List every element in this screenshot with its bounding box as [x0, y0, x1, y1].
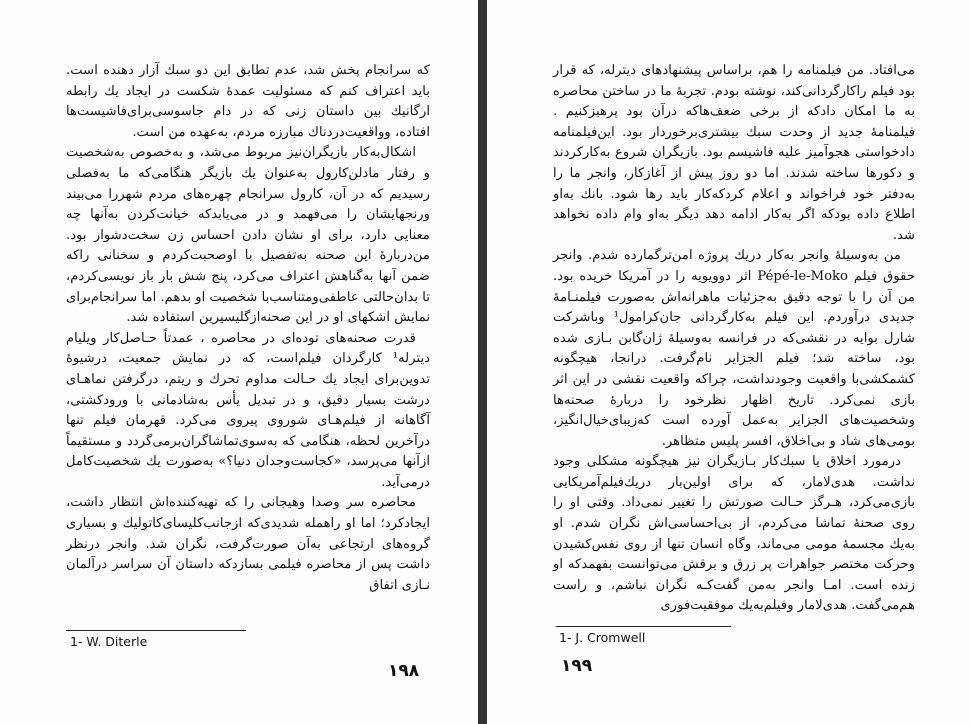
- footnote: 1- W. Diterle: [70, 634, 148, 649]
- book-gutter: [478, 0, 487, 724]
- footnote: 1- J. Cromwell: [559, 630, 646, 645]
- paragraph: من به‌وسیلهٔ وانجر به‌کار دریك پروژه امن‌ترگمارده شدم. وانجر حقوق فیلم Pépé-le-Moko اثر دوویویه را در آمریکا خریده بود. من آن را با توجه دقیق به‌جزئیات ماهرانه‌اش به‌صورت فیلمنـامهٔ جدیدی درآوردم. این فیلم به‌کارگردانی جان‌کرامول¹ وباشرکت شارل بوایه در نقشی‌که در فرانسه به‌وسیلهٔ ژان‌گابن بـازی شده بود، ساخته شد؛ فیلم الجزایر نام‌گرفت. درانجا، هیچگونه کشمکشی‌با واقعیت وجودنداشت، چراکه واقعیت نقشی در این اثر بازی نمی‌کرد. تاریخ اظهار نظرخود را دربارهٔ صحنه‌ها وشخصیت‌های الجزایر به‌عمل آورده است که‌زیبای‌خیال‌انگیز، بومی‌های شاد و بی‌اخلاق، افسر پلیس متظاهر.: [553, 248, 915, 449]
- paragraph: درمورد اخلاق یا سبك‌کار بـازیگران نیز هیچگونه مشکلی وجود نداشت. هدی‌لامار، که برای اولین‌بار دریك‌فیلم‌آمریکایی بازی‌می‌کرد، هـرگز حـالت صورتش را تغییر نمی‌داد. وقتی او را روی صحنهٔ تماشا می‌کردم، از بی‌احساسی‌اش نگران شدم. او به‌یك مجسمهٔ مومی می‌ماند، وگاه انسان تنها از روی نفس‌کشیدن وحرکت مختصر جواهرات پر زرق و برقش می‌توانست بفهمدکه او زنده است. امـا وانجر به‌من گفت‌کـه نگران نباشم، و راست هم‌می‌گفت. هدی‌لامار وفیلم‌به‌یك موفقیت‌فوری: [553, 454, 915, 614]
- footnote-divider: [66, 630, 246, 631]
- paragraph: اشکال‌به‌کار بازیگران‌نیز مربوط می‌شد، و به‌خصوص به‌شخصیت و رفتار مادلن‌کارول به‌عنوان یك بازیگر هنگامی‌که ما به‌فصلی رسیدیم که در آن، کارول سرانجام چهره‌های مردم شهررا می‌بیند ورنجهایشان را می‌فهمد و در می‌یابدکه خیانت‌کردن به‌آنها چه معنایی دارد، برای او نشان دادن احساس زن سخت‌دشوار بود. من‌دربارهٔ این صحنه به‌تفصیل با اوصحبت‌کردم و سخنانی راکه ضمن آنها به‌گناهش اعتراف می‌کرد، پنج شش بار باز نویسی‌کردم، تا بدان‌حالتی عاطفی‌ومتناسب‌با شخصیت او بدهم. اما سرانجام‌برای نمایش اشکهای او در این صحنه‌ازگلیسیرین استفاده شد.: [66, 145, 430, 326]
- left-page: [0, 0, 478, 724]
- paragraph: که سرانجام پخش شد، عدم تطابق این دو سبك آزار دهنده است. باید اعتراف کنم که مسئولیت عمدهٔ شکست در ایجاد یك رابطه ارگانیك بین داستان زنی که در دام جاسوسی‌برای‌فاشیست‌ها افتاده، وواقعیت‌دردناك مبارزه مردم، به‌عهده من است.: [66, 63, 430, 140]
- paragraph: می‌افتاد. من فیلمنامه را هم، براساس پیشنهادهای دیترله، که قرار بود فیلم راکارگردانی‌کند، نوشته بودم. تجربهٔ ما در ساختن محاصره به ما امکان دادکه از برخی ضعف‌هاکه درآن بود پرهیزکنیم . فیلمنامهٔ جدید از وحدت سبك بیشتری‌برخوردار بود. این‌فیلمنامه دادخواستی هجوآمیز علیه فاشیسم بود. بازیگران شروع به‌کارکردند و دکورها ساخته شدند. اما دو روز پیش از آغازکار، وانجر ما را به‌دفتر خود فراخواند و اعلام کردکه‌کار باید رها شود. بانك به‌او اطلاع داده بودکه اگر به‌کار ادامه دهد دیگر به‌او وام داده نخواهد شد.: [553, 63, 915, 243]
- footnote-divider: [556, 626, 731, 627]
- paragraph: قدرت صحنه‌های توده‌ای در محاصره ، عمدتاً حـاصل‌کار ویلیام دیترله¹ کارگردان فیلم‌است، که در نمایش جمعیت، درشیوهٔ تدوین‌برای ایجاد یك حـالت مداوم تحرك و ریتم، درگرفتن نماهـای درشت بسیار دقیق، و در تبدیل یأس به‌شادمانی با ورودکشتی، آگاهانه از فیلم‌هـای شوروی پیروی می‌کرد. قهرمان فیلم تنها درآخرین لحظه، هنگامی که به‌سوی‌تماشاگران‌برمی‌گردد و مستقیماً ازآنها می‌پرسد، «کجاست‌وجدان دنیا؟» به‌صورت یك شخصیت‌کامل درمی‌آید.: [66, 330, 430, 490]
- left-page-text: [66, 61, 430, 596]
- page-number: ۱۹۸: [388, 661, 420, 681]
- right-page: [487, 0, 970, 724]
- paragraph: محاصره سر وصدا وهیجانی را که تهیه‌کننده‌اش انتظار داشت، ایجادکرد؛ اما او راهمله شدیدی‌که ازجانب‌کلیسای‌کاتولیك و بسیاری گروه‌های ارتجاعی به‌آن صورت‌گرفت، نگران شد. وانجر درنظر داشت پس از محاصره فیلمی بسازدکه داستان آن سراسر درآلمان نـازی اتفاق: [66, 495, 430, 593]
- right-page-text: [553, 61, 915, 617]
- page-number: ۱۹۹: [561, 656, 593, 676]
